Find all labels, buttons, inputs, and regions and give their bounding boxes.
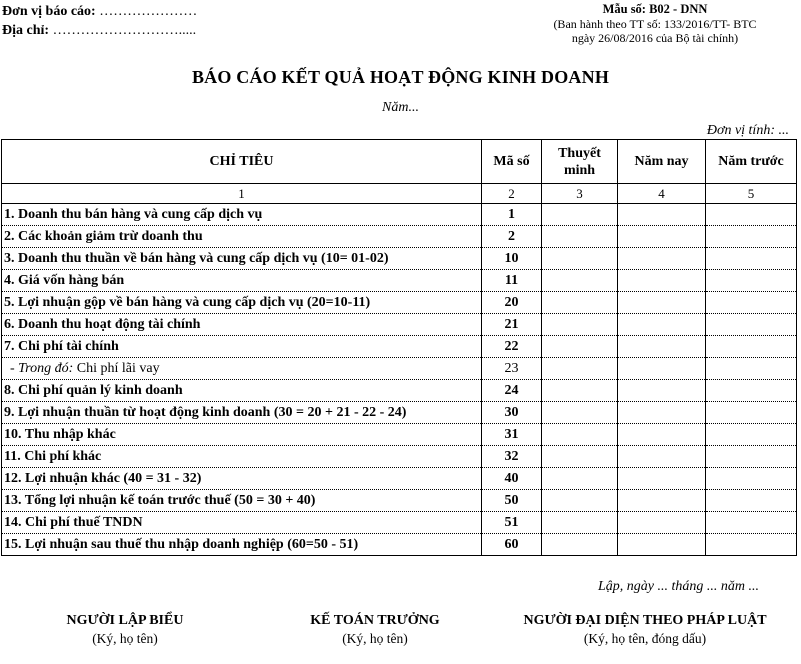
form-number: Mẫu số: B02 - DNN [602,2,708,16]
row-last-year-cell [706,424,797,446]
row-explanation-cell [542,512,618,534]
table-row [2,490,797,512]
row-this-year-cell [618,534,706,556]
row-label [2,314,482,336]
row-label-text: 15. Lợi nhuận sau thuế thu nhập doanh nghiệp (60=50 - 51) [4,536,359,552]
row-last-year-cell [706,490,797,512]
signature-chief-accountant [290,612,460,648]
row-explanation-cell [542,204,618,226]
row-label [2,380,482,402]
issued-line-1: (Ban hành theo TT số: 133/2016/TT- BTC [553,17,757,31]
row-this-year-cell [618,204,706,226]
row-sub-prefix: - Trong đó: [10,360,74,376]
header-explanation [542,140,618,184]
row-explanation-cell [542,446,618,468]
row-explanation-cell [542,402,618,424]
row-label-text: Chi phí lãi vay [73,360,160,376]
table-row [2,270,797,292]
row-last-year-cell [706,226,797,248]
report-title: BÁO CÁO KẾT QUẢ HOẠT ĐỘNG KINH DOANH [191,67,610,87]
signer-note: (Ký, họ tên) [342,631,408,646]
row-explanation-cell [542,292,618,314]
row-label [2,512,482,534]
row-explanation-cell [542,336,618,358]
row-this-year-cell [618,446,706,468]
header-this-year: Năm nay [618,140,706,184]
row-explanation-cell [542,270,618,292]
row-explanation-cell [542,534,618,556]
row-this-year-cell [618,402,706,424]
table-row [2,446,797,468]
row-last-year-cell [706,314,797,336]
row-code: 30 [482,402,542,424]
table-row [2,358,797,380]
row-last-year-cell [706,292,797,314]
col-number: 2 [482,184,542,204]
row-code: 22 [482,336,542,358]
row-label [2,204,482,226]
reporter-block [2,2,197,40]
row-this-year-cell [618,380,706,402]
row-this-year-cell [618,314,706,336]
header-row [2,140,797,184]
row-code: 32 [482,446,542,468]
address-label: Địa chỉ: [2,23,50,38]
header-last-year: Năm trước [706,140,797,184]
row-this-year-cell [618,512,706,534]
row-label [2,534,482,556]
address-dots: ………………………..... [49,23,197,38]
row-last-year-cell [706,446,797,468]
row-explanation-cell [542,490,618,512]
unit-of-measure: Đơn vị tính: ... [706,123,789,138]
row-label-text: 13. Tổng lợi nhuận kế toán trước thuế (50 = 30 + 40) [4,492,316,508]
row-explanation-cell [542,314,618,336]
address-line [2,21,197,40]
header-code: Mã số [482,140,542,184]
row-code: 40 [482,468,542,490]
table-row [2,424,797,446]
row-label [2,226,482,248]
row-last-year-cell [706,402,797,424]
header-explanation-text: Thuyết minh [558,145,601,178]
row-label-text: 12. Lợi nhuận khác (40 = 31 - 32) [4,470,202,486]
issued-line-2: ngày 26/08/2016 của Bộ tài chính) [571,31,739,45]
row-this-year-cell [618,490,706,512]
row-label [2,468,482,490]
header-criteria: CHỈ TIÊU [2,140,482,184]
row-code: 2 [482,226,542,248]
row-label [2,424,482,446]
row-explanation-cell [542,380,618,402]
row-this-year-cell [618,292,706,314]
row-label [2,446,482,468]
row-last-year-cell [706,380,797,402]
row-explanation-cell [542,226,618,248]
row-this-year-cell [618,468,706,490]
row-last-year-cell [706,534,797,556]
reporter-dots: ………………… [95,4,198,19]
form-info-block [535,2,775,45]
signature-preparer [50,612,200,648]
row-explanation-cell [542,468,618,490]
reporter-label: Đơn vị báo cáo: [2,4,96,19]
row-last-year-cell [706,204,797,226]
table-row [2,204,797,226]
signer-title: NGƯỜI LẬP BIỂU [66,613,184,628]
table-row [2,402,797,424]
row-last-year-cell [706,512,797,534]
row-label [2,292,482,314]
signer-note: (Ký, họ tên, đóng dấu) [583,631,707,646]
table-body [2,204,797,556]
table-row [2,468,797,490]
row-this-year-cell [618,358,706,380]
row-label-text: 4. Giá vốn hàng bán [4,272,125,288]
row-explanation-cell [542,358,618,380]
row-label-text: 1. Doanh thu bán hàng và cung cấp dịch vụ [4,206,263,222]
row-label-text: 2. Các khoản giảm trừ doanh thu [4,228,203,244]
reporter-line [2,2,197,21]
row-code: 60 [482,534,542,556]
column-number-row [2,184,797,204]
row-label-text: 10. Thu nhập khác [4,426,116,442]
row-label-text: 7. Chi phí tài chính [4,338,119,354]
row-label-text: 9. Lợi nhuận thuần từ hoạt động kinh doanh (30 = 20 + 21 - 22 - 24) [4,404,407,420]
table-row [2,336,797,358]
row-code: 50 [482,490,542,512]
row-label [2,490,482,512]
row-code: 23 [482,358,542,380]
row-code: 20 [482,292,542,314]
row-last-year-cell [706,248,797,270]
row-label-text: 5. Lợi nhuận gộp về bán hàng và cung cấp dịch vụ (20=10-11) [4,294,371,310]
row-label-text: 3. Doanh thu thuần về bán hàng và cung cấp dịch vụ (10= 01-02) [4,250,389,266]
signer-title: NGƯỜI ĐẠI DIỆN THEO PHÁP LUẬT [523,613,767,628]
row-code: 24 [482,380,542,402]
row-code: 21 [482,314,542,336]
signer-title: KẾ TOÁN TRƯỞNG [310,613,440,628]
table-row [2,512,797,534]
row-code: 11 [482,270,542,292]
table-row [2,292,797,314]
row-this-year-cell [618,424,706,446]
row-last-year-cell [706,270,797,292]
row-last-year-cell [706,358,797,380]
table-row [2,248,797,270]
report-year: Năm... [382,100,419,115]
row-label-text: 14. Chi phí thuế TNDN [4,514,143,530]
signer-note: (Ký, họ tên) [92,631,158,646]
row-label [2,358,482,380]
col-number: 3 [542,184,618,204]
col-number: 4 [618,184,706,204]
table-row [2,380,797,402]
table-row [2,226,797,248]
row-label-text: 6. Doanh thu hoạt động tài chính [4,316,201,332]
row-this-year-cell [618,270,706,292]
row-last-year-cell [706,468,797,490]
row-code: 51 [482,512,542,534]
row-this-year-cell [618,248,706,270]
row-label [2,402,482,424]
row-code: 31 [482,424,542,446]
row-label-text: 8. Chi phí quản lý kinh doanh [4,382,183,398]
col-number: 5 [706,184,797,204]
row-explanation-cell [542,424,618,446]
place-date: Lập, ngày ... tháng ... năm ... [598,579,759,594]
row-this-year-cell [618,336,706,358]
row-last-year-cell [706,336,797,358]
table-row [2,314,797,336]
signature-legal-representative [505,612,785,648]
row-label [2,248,482,270]
report-table [1,139,797,556]
row-code: 10 [482,248,542,270]
col-number: 1 [2,184,482,204]
row-label [2,270,482,292]
row-explanation-cell [542,248,618,270]
row-this-year-cell [618,226,706,248]
row-code: 1 [482,204,542,226]
row-label [2,336,482,358]
row-label-text: 11. Chi phí khác [4,448,102,464]
table-row [2,534,797,556]
